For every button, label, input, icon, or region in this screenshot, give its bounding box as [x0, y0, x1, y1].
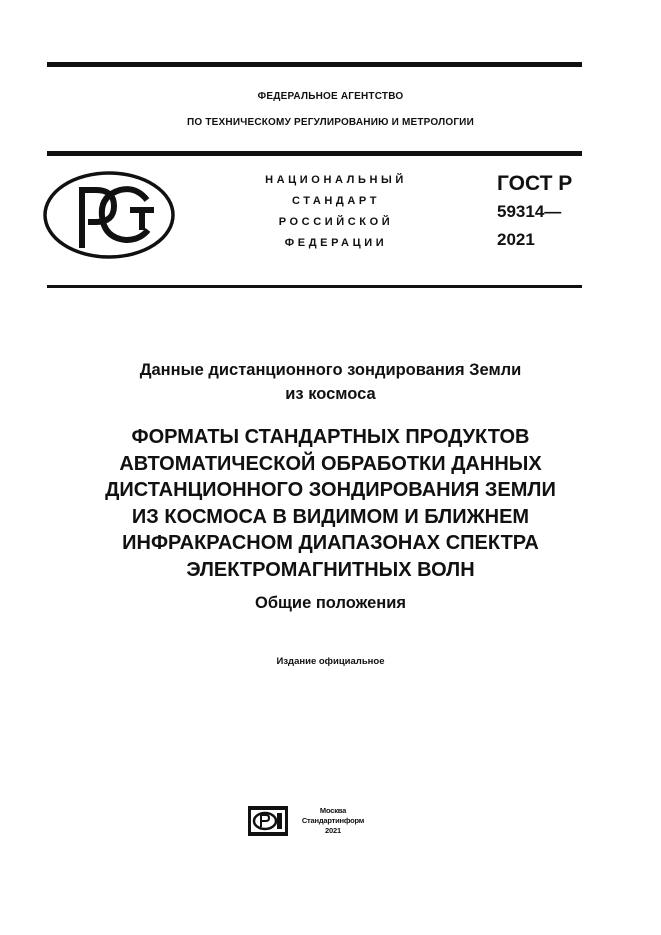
main-title — [0, 424, 661, 583]
main-title-line: ИЗ КОСМОСА В ВИДИМОМ И БЛИЖНЕМ — [131, 505, 530, 528]
publisher-year: 2021 — [325, 826, 341, 835]
subject-line: Данные дистанционного зондирования Земли — [139, 361, 522, 379]
subject-line: из космоса — [285, 385, 376, 403]
rst-emblem-icon — [42, 170, 176, 260]
standard-designation — [497, 170, 572, 254]
national-line: НАЦИОНАЛЬНЫЙ — [265, 174, 407, 186]
subject-heading — [0, 358, 661, 406]
middle-rule — [47, 151, 582, 156]
national-line: СТАНДАРТ — [291, 195, 381, 207]
designation-line-2: 59314— — [497, 202, 562, 221]
main-title-line: ИНФРАКРАСНОМ ДИАПАЗОНАХ СПЕКТРА — [122, 532, 539, 554]
national-line: РОССИЙСКОЙ — [278, 216, 394, 228]
main-title-line: ЭЛЕКТРОМАГНИТНЫХ ВОЛН — [186, 558, 475, 581]
national-standard-label — [232, 170, 440, 254]
publisher-name: Стандартинформ — [301, 816, 365, 825]
general-provisions: Общие положения — [254, 594, 406, 612]
standartinform-logo-icon — [248, 806, 288, 836]
main-title-line: АВТОМАТИЧЕСКОЙ ОБРАБОТКИ ДАННЫХ — [119, 452, 542, 475]
top-rule — [47, 62, 582, 67]
publisher-info — [293, 806, 373, 836]
designation-line-3: 2021 — [497, 230, 535, 249]
national-line: ФЕДЕРАЦИИ — [284, 237, 388, 249]
agency-line-1: ФЕДЕРАЛЬНОЕ АГЕНТСТВО — [257, 91, 404, 102]
main-title-line: ФОРМАТЫ СТАНДАРТНЫХ ПРОДУКТОВ — [131, 426, 530, 448]
publisher-city: Москва — [319, 806, 347, 815]
bottom-rule — [47, 285, 582, 288]
agency-line-2: ПО ТЕХНИЧЕСКОМУ РЕГУЛИРОВАНИЮ И МЕТРОЛОГИИ — [187, 117, 474, 128]
designation-line-1: ГОСТ Р — [497, 172, 573, 195]
official-edition-label: Издание официальное — [276, 656, 385, 667]
main-title-line: ДИСТАНЦИОННОГО ЗОНДИРОВАНИЯ ЗЕМЛИ — [105, 479, 556, 501]
